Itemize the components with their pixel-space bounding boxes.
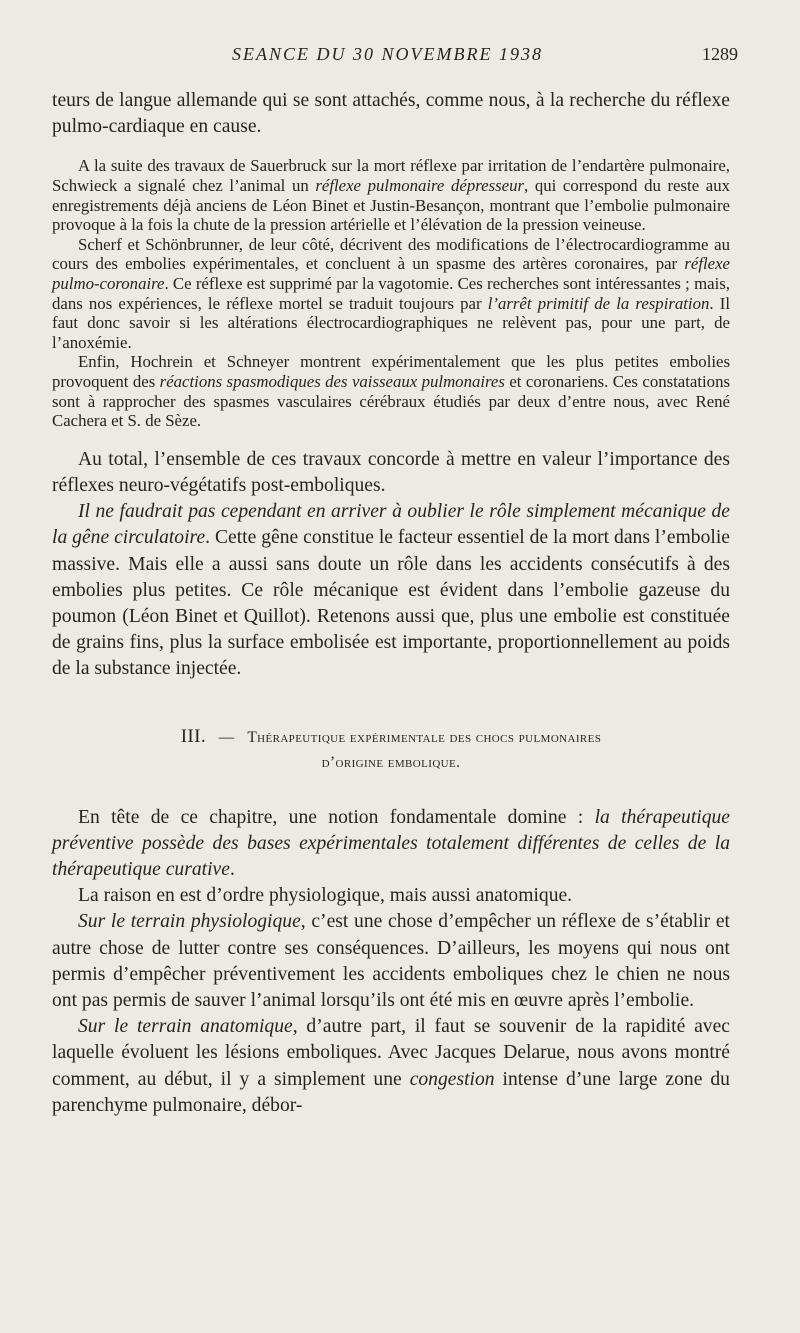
paragraph-4-emphasis: réactions spasmodiques des vaisseaux pulmonaires [159, 371, 505, 391]
paragraph-3 [52, 235, 730, 353]
paragraph-6-text: . Cette gêne constitue le facteur essentiel de la mort dans l’embolie massive. Mais elle a aussi sans doute un rôle dans les accidents consécutifs à des embolies plus petites. Ce rôle mécanique est évident dans l’embolie gazeuse du poumon (Léon Binet et Quillot). Retenons aussi que, plus une embolie est constituée de grains fins, plus la surface embolisée est importante, proportionnellement au poids de la substance injectée. [52, 527, 730, 680]
section-paragraph-4-text-b: intense d’une large zone du parenchyme pulmonaire, débor- [52, 1068, 730, 1116]
paragraph-3-text-c: . Il faut donc savoir si les altérations électrocardiographiques ne relèvent pas, pour une part, de l’anoxémie. [52, 293, 730, 352]
paragraph-6-emphasis: Il ne faudrait pas cependant en arriver à oublier le rôle simplement mécanique de la gêne circulatoire [52, 501, 730, 549]
paragraph-1-text: teurs de langue allemande qui se sont attachés, comme nous, à la recherche du réflexe pulmo-cardiaque en cause. [52, 90, 730, 138]
section-paragraph-1 [52, 805, 730, 884]
paragraph-2-text-b: , qui correspond du reste aux enregistrements déjà anciens de Léon Binet et Justin-Besançon, montrant que l’embolie pulmonaire provoque à la fois la chute de la pression artérielle et l’élévation de la pression veineuse. [52, 176, 730, 235]
section-paragraph-1-text-a: En tête de ce chapitre, une notion fondamentale domine : [78, 806, 595, 828]
paragraph-1 [52, 88, 730, 140]
paragraph-4-text-b: et coronariens. Ces constatations sont à rapprocher des spasmes vasculaires cérébraux étudiés par deux d’entre nous, avec René Cachera et S. de Sèze. [52, 371, 730, 431]
paragraph-5-text: Au total, l’ensemble de ces travaux concorde à mettre en valeur l’importance des réflexes neuro-végétatifs post-emboliques. [52, 448, 730, 496]
paragraph-3-text-b: . Ce réflexe est supprimé par la vagotomie. Ces recherches sont intéressantes ; mais, dans nos expériences, le réflexe mortel se traduit toujours par [52, 273, 730, 313]
paragraph-4 [52, 352, 730, 430]
paragraph-3-text-a: Scherf et Schönbrunner, de leur côté, décrivent des modifications de l’électrocardiogramme au cours des embolies expérimentales, et concluent à un spasme des artères coronaires, par [52, 234, 730, 274]
paragraph-6 [52, 499, 730, 682]
section-paragraph-2 [52, 883, 730, 909]
section-paragraph-4-emphasis-b: congestion [409, 1068, 495, 1090]
running-header [52, 40, 738, 70]
section-paragraph-4-emphasis-a: Sur le terrain anatomique [78, 1016, 293, 1038]
section-paragraph-3 [52, 909, 730, 1014]
paragraph-4-text-a: Enfin, Hochrein et Schneyer montrent expérimentalement que les plus petites embolies provoquent des [52, 352, 730, 391]
section-number: III. [180, 725, 207, 747]
section-title-line-2: d’origine embolique. [321, 753, 461, 771]
section-paragraph-1-emphasis: la thérapeutique préventive possède des bases expérimentales totalement différentes de celles de la thérapeutique curative [52, 806, 731, 880]
section-paragraph-2-text: La raison en est d’ordre physiologique, mais aussi anatomique. [78, 885, 573, 907]
running-title: SEANCE DU 30 NOVEMBRE 1938 [232, 44, 543, 64]
section-paragraph-4 [52, 1014, 730, 1119]
paragraph-2-emphasis: réflexe pulmonaire dépresseur [315, 176, 525, 195]
section-dash: — [218, 728, 235, 746]
paragraph-2-text-a: A la suite des travaux de Sauerbruck sur la mort réflexe par irritation de l’endartère pulmonaire, Schwieck a signalé chez l’animal un [52, 156, 730, 195]
paragraph-3-emphasis-a: réflexe pulmo-coronaire [52, 254, 730, 293]
paragraph-5 [52, 447, 730, 499]
page-number: 1289 [702, 44, 738, 64]
paragraph-3-emphasis-b: l’arrêt primitif de la respiration [487, 293, 710, 313]
paragraph-2 [52, 156, 730, 234]
section-heading [52, 724, 730, 775]
section-paragraph-1-text-b: . [229, 858, 235, 880]
section-title-line-1: Thérapeutique expérimentale des chocs pulmonaires [247, 728, 602, 746]
section-paragraph-3-emphasis: Sur le terrain physiologique [78, 911, 301, 933]
section-paragraph-3-text: , c’est une chose d’empêcher un réflexe de s’établir et autre chose de lutter contre ses conséquences. D’ailleurs, les moyens qui nous ont permis d’empêcher préventivement les accidents emboliques chez le chien ne nous ont pas permis de sauver l’animal lorsqu’ils ont été mis en œuvre après l’embolie. [52, 911, 730, 1011]
section-paragraph-4-text-a: , d’autre part, il faut se souvenir de la rapidité avec laquelle évoluent les lésions emboliques. Avec Jacques Delarue, nous avons montré comment, au début, il y a simplement une [52, 1016, 730, 1090]
